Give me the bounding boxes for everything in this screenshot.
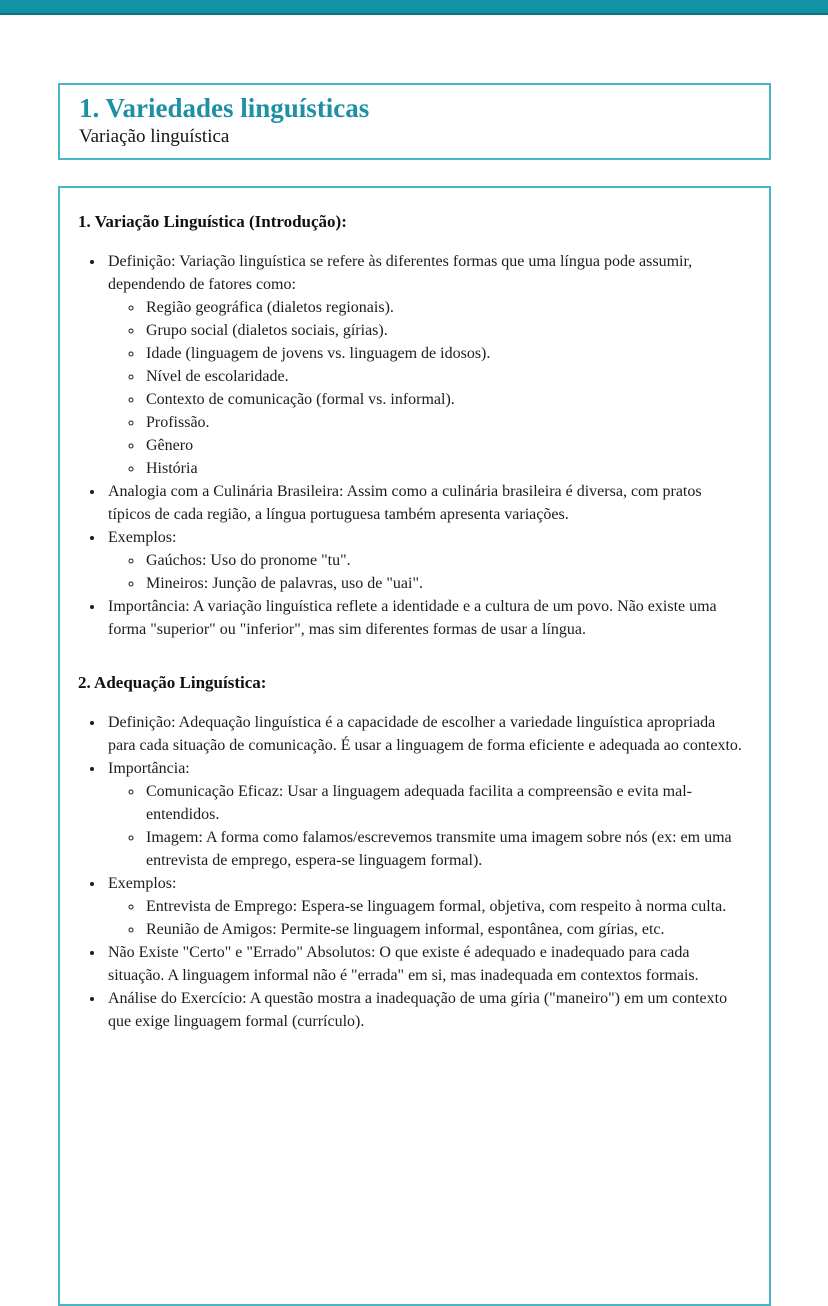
sub-list-item: ◦ Mineiros: Junção de palavras, uso de "uai".	[144, 572, 745, 595]
sub-list	[108, 296, 745, 480]
page-title: 1. Variedades linguísticas	[79, 93, 370, 123]
list-item	[105, 757, 745, 872]
section-heading: 1. Variação Linguística (Introdução):	[78, 212, 347, 231]
list-item	[105, 872, 745, 941]
bullet-list	[78, 711, 745, 1033]
top-accent-bar	[0, 0, 828, 15]
list-item-text: Análise do Exercício: A questão mostra a inadequação de uma gíria ("maneiro") em um contexto que exige linguagem formal (currículo).	[108, 990, 728, 1030]
sub-list-item: ◦ Profissão.	[144, 411, 745, 434]
section-heading: 2. Adequação Linguística:	[78, 673, 267, 692]
sub-list-item: ◦ Gaúchos: Uso do pronome "tu".	[144, 549, 745, 572]
title-card	[58, 83, 771, 160]
list-item	[105, 480, 745, 526]
sub-list-item: ◦ Região geográfica (dialetos regionais).	[144, 296, 745, 319]
list-item-text: Exemplos:	[108, 875, 177, 892]
list-item	[105, 250, 745, 480]
page-subtitle: Variação linguística	[79, 126, 230, 147]
sub-list	[108, 780, 745, 872]
sub-list-item: ◦ Nível de escolaridade.	[144, 365, 745, 388]
sub-list-item: ◦ Entrevista de Emprego: Espera-se linguagem formal, objetiva, com respeito à norma culta.	[144, 895, 745, 918]
sub-list-item: ◦ Idade (linguagem de jovens vs. linguagem de idosos).	[144, 342, 745, 365]
list-item-text: Analogia com a Culinária Brasileira: Assim como a culinária brasileira é diversa, com pratos típicos de cada região, a língua portuguesa também apresenta variações.	[108, 483, 702, 523]
sub-list-item: ◦ Reunião de Amigos: Permite-se linguagem informal, espontânea, com gírias, etc.	[144, 918, 745, 941]
bullet-list	[78, 250, 745, 641]
notes-card	[58, 186, 771, 1306]
list-item	[105, 526, 745, 595]
sub-list-item: ◦ História	[144, 457, 745, 480]
list-item-text: Não Existe "Certo" e "Errado" Absolutos: O que existe é adequado e inadequado para cada situação. A linguagem informal não é "errada" em si, mas inadequada em contextos formais.	[108, 944, 699, 984]
list-item-text: Exemplos:	[108, 529, 177, 546]
list-item-text: Definição: Adequação linguística é a capacidade de escolher a variedade linguística apropriada para cada situação de comunicação. É usar a linguagem de forma eficiente e adequada ao contexto.	[108, 714, 742, 754]
sub-list-item: ◦ Gênero	[144, 434, 745, 457]
sub-list-item: ◦ Imagem: A forma como falamos/escrevemos transmite uma imagem sobre nós (ex: em uma entrevista de emprego, espera-se linguagem formal).	[144, 826, 745, 872]
list-item-text: Importância:	[108, 760, 190, 777]
list-item	[105, 941, 745, 987]
sub-list-item: ◦ Comunicação Eficaz: Usar a linguagem adequada facilita a compreensão e evita mal-entendidos.	[144, 780, 745, 826]
sub-list-item: ◦ Grupo social (dialetos sociais, gírias).	[144, 319, 745, 342]
list-item-text: Definição: Variação linguística se refere às diferentes formas que uma língua pode assumir, dependendo de fatores como:	[108, 253, 693, 293]
sub-list-item: ◦ Contexto de comunicação (formal vs. informal).	[144, 388, 745, 411]
list-item-text: Importância: A variação linguística reflete a identidade e a cultura de um povo. Não existe uma forma "superior" ou "inferior", mas sim diferentes formas de usar a língua.	[108, 598, 717, 638]
sub-list	[108, 895, 745, 941]
sub-list	[108, 549, 745, 595]
list-item	[105, 595, 745, 641]
list-item	[105, 987, 745, 1033]
list-item	[105, 711, 745, 757]
